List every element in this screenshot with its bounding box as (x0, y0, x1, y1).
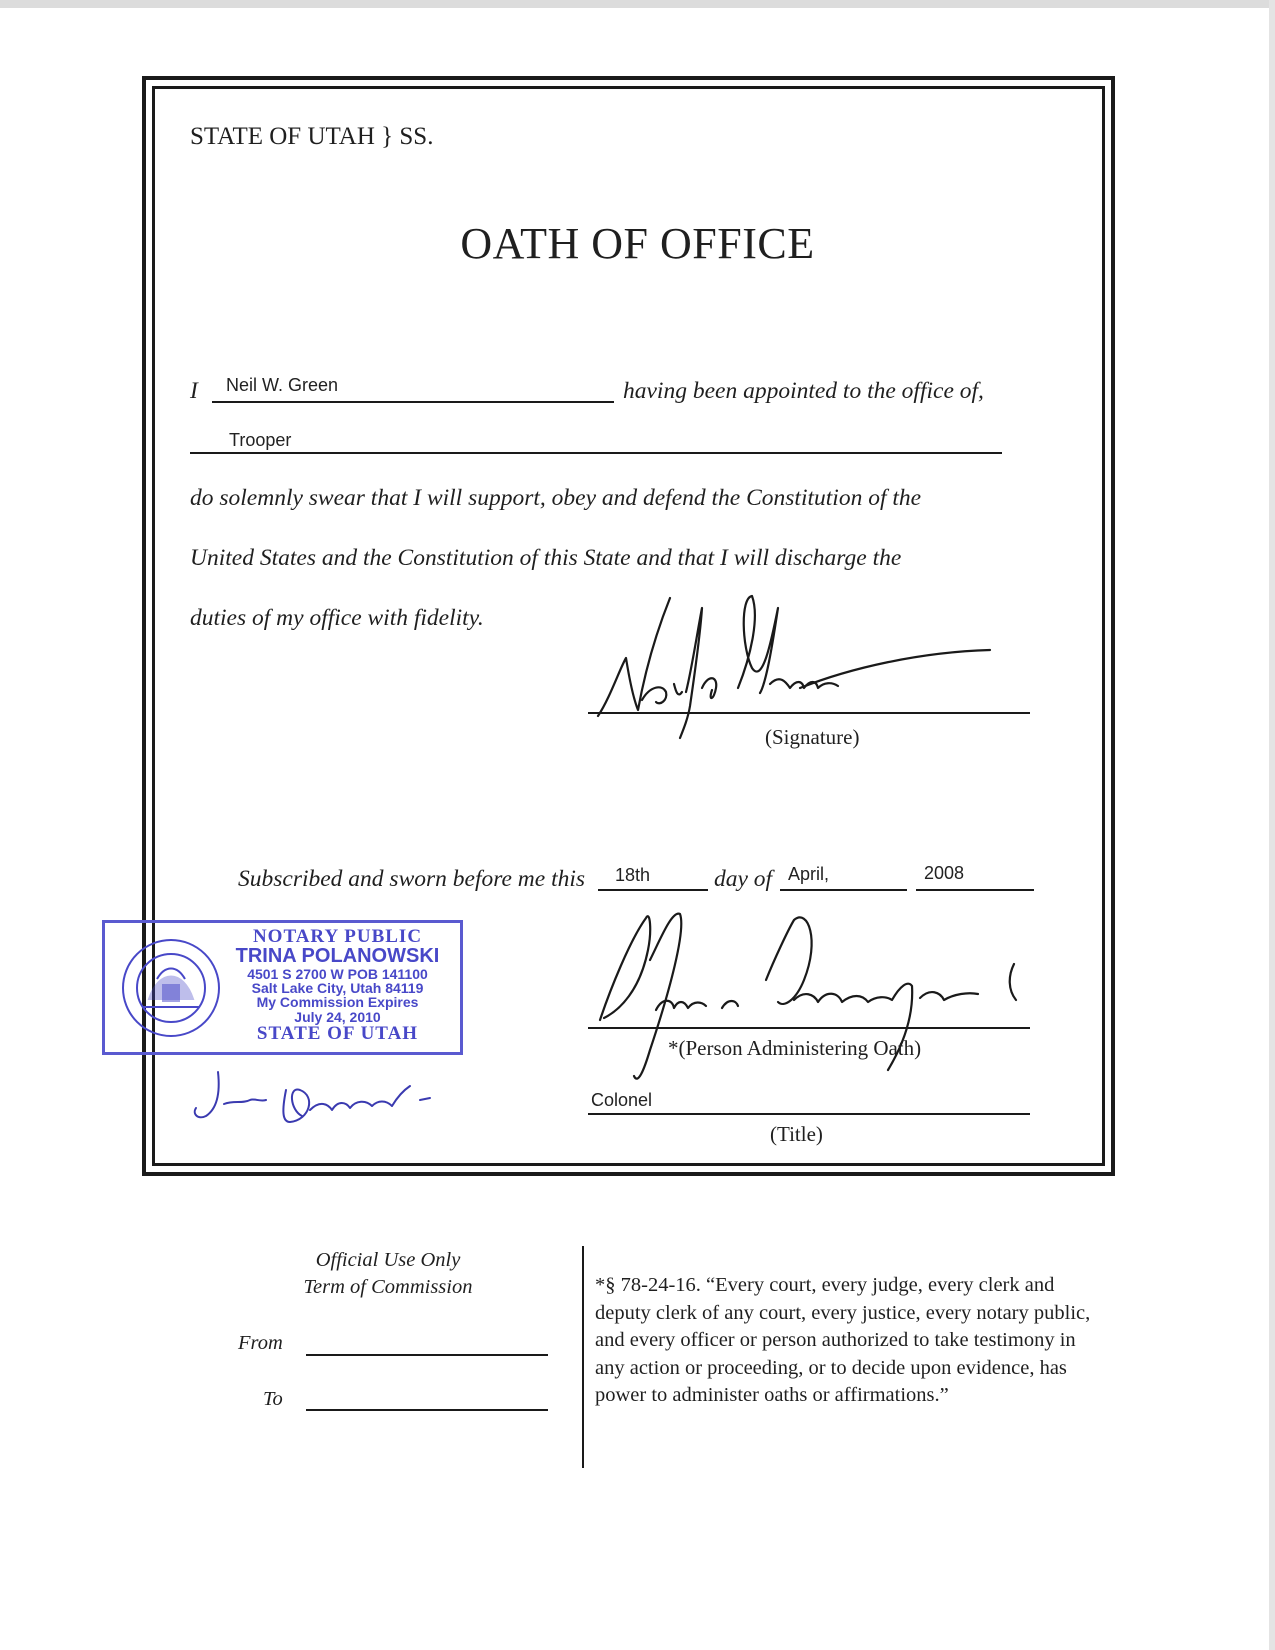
name-underline (212, 401, 614, 403)
administrator-signature (590, 900, 1050, 1090)
oath-line-2: United States and the Constitution of this State and that I will discharge the (190, 545, 902, 571)
stamp-line-expires-label: My Commission Expires (256, 994, 419, 1011)
year-underline (916, 889, 1034, 891)
administrator-title-value: Colonel (591, 1090, 653, 1110)
subscribed-lead: Subscribed and sworn before me this (238, 866, 586, 892)
official-use-heading: Official Use Only (315, 1249, 461, 1271)
office-value: Trooper (229, 430, 292, 450)
document-title: OATH OF OFFICE (460, 219, 815, 268)
administrator-signature-line (588, 1027, 1030, 1029)
section-divider (582, 1246, 584, 1468)
state-seal-icon (119, 929, 223, 1047)
appointment-prefix: I (190, 378, 198, 404)
subscribed-year: 2008 (924, 863, 965, 883)
appointee-signature (590, 588, 1010, 748)
signature-line (588, 712, 1030, 714)
office-underline (190, 452, 1002, 454)
title-line (588, 1113, 1030, 1115)
stamp-line-state: STATE OF UTAH (256, 1022, 419, 1044)
to-field-line (306, 1409, 548, 1411)
state-venue-line: STATE OF UTAH } SS. (190, 123, 434, 150)
subscribed-day: 18th (615, 865, 651, 885)
oath-line-1: do solemnly swear that I will support, obey and defend the Constitution of the (190, 485, 922, 511)
oath-line-3: duties of my office with fidelity. (190, 605, 484, 631)
appointee-name: Neil W. Green (226, 375, 339, 395)
stamp-line-name: TRINA POLANOWSKI (235, 945, 440, 968)
statute-note: *§ 78-24-16. “Every court, every judge, every clerk and deputy clerk of any court, every justice, every notary public, and every officer or person authorized to take testimony in any action or proceeding, or to decide upon evidence, has power to administer oaths or affirmations.” (595, 1274, 1091, 1406)
to-label: To (263, 1388, 283, 1410)
subscribed-month: April, (788, 864, 830, 884)
from-label: From (238, 1332, 283, 1354)
appointment-text: having been appointed to the office of, (623, 378, 984, 404)
day-of-label: day of (714, 866, 773, 892)
notary-signature (190, 1060, 470, 1140)
title-caption: (Title) (770, 1122, 823, 1146)
signature-caption: (Signature) (765, 725, 860, 749)
stamp-line-address: 4501 S 2700 W POB 141100 (247, 965, 428, 982)
day-underline (598, 889, 708, 891)
administrator-caption: *(Person Administering Oath) (668, 1036, 922, 1060)
stamp-line-city: Salt Lake City, Utah 84119 (251, 980, 424, 997)
stamp-line-notary: NOTARY PUBLIC (252, 926, 423, 947)
term-of-commission-heading: Term of Commission (303, 1276, 473, 1298)
month-underline (780, 889, 907, 891)
notary-stamp (102, 920, 463, 1055)
stamp-line-expires-date: July 24, 2010 (294, 1008, 381, 1025)
scan-top-edge (0, 0, 1275, 8)
from-field-line (306, 1354, 548, 1356)
